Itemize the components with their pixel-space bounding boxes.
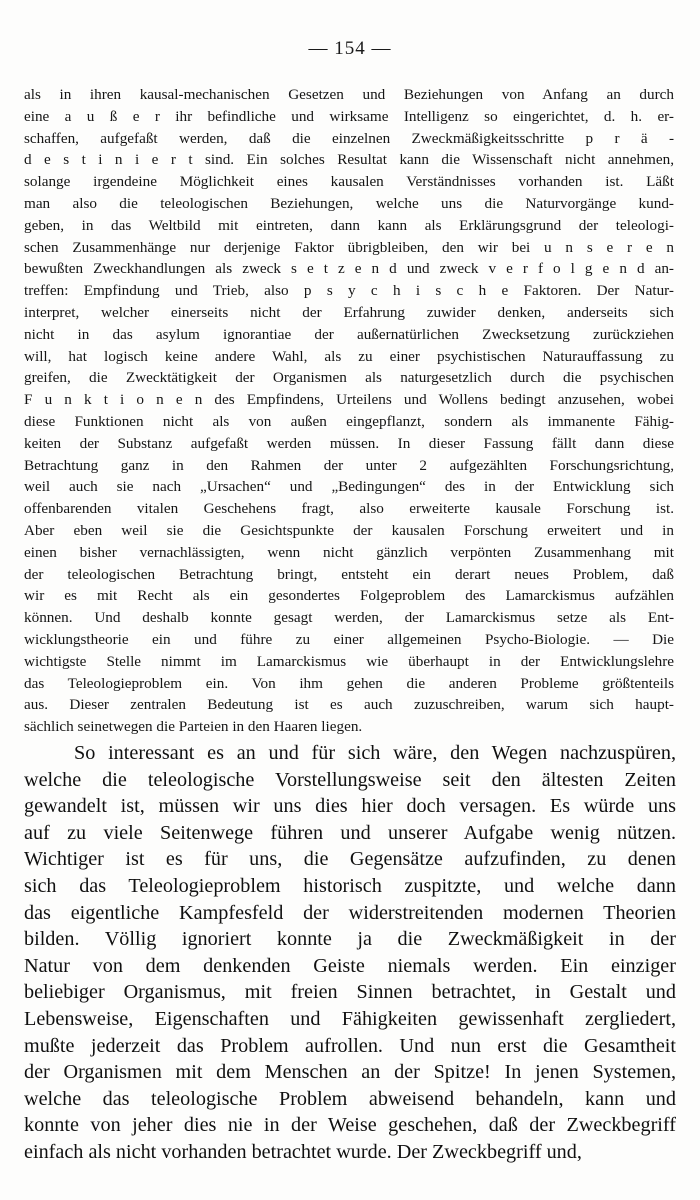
text-line: der Organismen mit dem Menschen an der Spitze! In jenen Systemen, [24, 1061, 676, 1084]
text-line: wicklungstheorie ein und führe zu einer allgemeinen Psycho-Biologie. — Die [24, 630, 674, 648]
text-line: das Teleologieproblem ein. Von ihm gehen die anderen Probleme größtenteils [24, 674, 674, 692]
text-line: wir es mit Recht als ein gesondertes Folgeproblem des Lamarckismus aufzählen [24, 587, 674, 605]
text-line: Aber eben weil sie die Gesichtspunkte der kausalen Forschung erweitert und in [24, 521, 674, 539]
text-line: wichtigste Stelle nimmt im Lamarckismus wie überhaupt in der Entwicklungslehre [24, 652, 674, 670]
text-line: bilden. Völlig ignoriert konnte ja die Zweckmäßigkeit in der [24, 928, 676, 951]
text-line: sächlich seinetwegen die Parteien in den Haaren liegen. [24, 718, 363, 736]
text-line: interpret, welcher einerseits nicht der Erfahrung zuwider denken, anderseits sich [24, 303, 674, 321]
text-line: welche das teleologische Problem abweisend behandeln, kann und [24, 1087, 676, 1110]
text-line: bewußten Zweckhandlungen als zweck s e t z e n d und zweck v e r f o l g e n d an- [24, 260, 674, 278]
text-line: weil auch sie nach „Ursachen“ und „Bedingungen“ des in der Entwicklung sich [24, 478, 674, 496]
text-line: beliebiger Organismus, mit freien Sinnen betrachtet, in Gestalt und [24, 981, 676, 1004]
text-line: Lebensweise, Eigenschaften und Fähigkeiten gewissenhaft zergliedert, [24, 1007, 676, 1030]
text-line: F u n k t i o n e n des Empfindens, Urteilens und Wollens bedingt anzusehen, wobei [24, 391, 674, 409]
text-line: mußte jederzeit das Problem aufrollen. Und nun erst die Gesamtheit [24, 1034, 676, 1057]
text-line: offenbarenden vitalen Geschehens fragt, also erweiterte kausale Forschung ist. [24, 500, 674, 518]
text-line: sich das Teleologieproblem historisch zuspitzte, und welche dann [24, 874, 676, 897]
text-line: geben, in das Weltbild mit eintreten, dann kann als Erklärungsgrund der teleologi- [24, 216, 674, 234]
text-line: einen bisher vernachlässigten, wenn nicht gänzlich verpönten Zusammenhang mit [24, 543, 674, 561]
text-line: diese Funktionen nicht als von außen eingepflanzt, sondern als immanente Fähig- [24, 412, 674, 430]
text-line: als in ihren kausal-mechanischen Gesetzen und Beziehungen von Anfang an durch [24, 86, 674, 103]
paragraph-small-print [24, 84, 674, 738]
text-line: konnte von jeher dies nie in der Weise geschehen, daß der Zweckbegriff [24, 1114, 676, 1137]
text-line: Wichtiger ist es für uns, die Gegensätze aufzufinden, zu denen [24, 848, 676, 871]
text-line: das eigentliche Kampfesfeld der widerstreitenden modernen Theorien [24, 901, 676, 924]
text-line: schen Zusammenhänge nur derjenige Faktor übrigbleiben, den wir bei u n s e r e n [24, 238, 674, 256]
text-line: treffen: Empfindung und Trieb, also p s y c h i s c h e Faktoren. Der Natur- [24, 282, 674, 300]
text-line: keiten der Substanz aufgefaßt werden müssen. In dieser Fassung fällt dann diese [24, 434, 674, 452]
text-line: So interessant es an und für sich wäre, den Wegen nachzuspüren, [74, 742, 676, 764]
text-line: welche die teleologische Vorstellungsweise seit den ältesten Zeiten [24, 768, 676, 791]
text-line: auf zu viele Seitenwege führen und unserer Aufgabe wenig nützen. [24, 821, 676, 844]
paragraph-body [24, 740, 676, 1166]
text-line: gewandelt ist, müssen wir uns dies hier doch versagen. Es würde uns [24, 795, 676, 818]
text-line: Betrachtung ganz in den Rahmen der unter 2 aufgezählten Forschungsrichtung, [24, 456, 674, 474]
page-number: — 154 — [308, 38, 392, 59]
text-line: Natur von dem denkenden Geiste niemals werden. Ein einziger [24, 954, 676, 977]
text-line: solange irgendeine Möglichkeit eines kausalen Verständnisses vorhanden ist. Läßt [24, 173, 674, 191]
text-line: d e s t i n i e r t sind. Ein solches Resultat kann die Wissenschaft nicht annehmen, [24, 151, 674, 169]
text-line: eine a u ß e r ihr befindliche und wirksame Intelligenz so eingerichtet, d. h. er- [24, 107, 674, 125]
text-line: können. Und deshalb konnte gesagt werden, der Lamarckismus setze als Ent- [24, 609, 674, 627]
text-line: nicht in das asylum ignorantiae der außernatürlichen Zwecksetzung zurückziehen [24, 325, 674, 343]
text-line: einfach als nicht vorhanden betrachtet wurde. Der Zweckbegriff und, [24, 1140, 582, 1163]
text-line: aus. Dieser zentralen Bedeutung ist es auch zuzuschreiben, warum sich haupt- [24, 696, 674, 714]
text-line: der teleologischen Betrachtung bringt, entsteht ein derart neues Problem, daß [24, 565, 674, 583]
text-line: man also die teleologischen Beziehungen, welche uns die Naturvorgänge kund- [24, 194, 674, 212]
text-line: schaffen, aufgefaßt werden, daß die einzelnen Zweckmäßigkeitsschritte p r ä - [24, 129, 674, 147]
text-line: will, hat logisch keine andere Wahl, als zu einer psychistischen Naturauffassung zu [24, 347, 674, 365]
text-line: greifen, die Zwecktätigkeit der Organismen als naturgesetzlich durch die psychischen [24, 369, 674, 387]
